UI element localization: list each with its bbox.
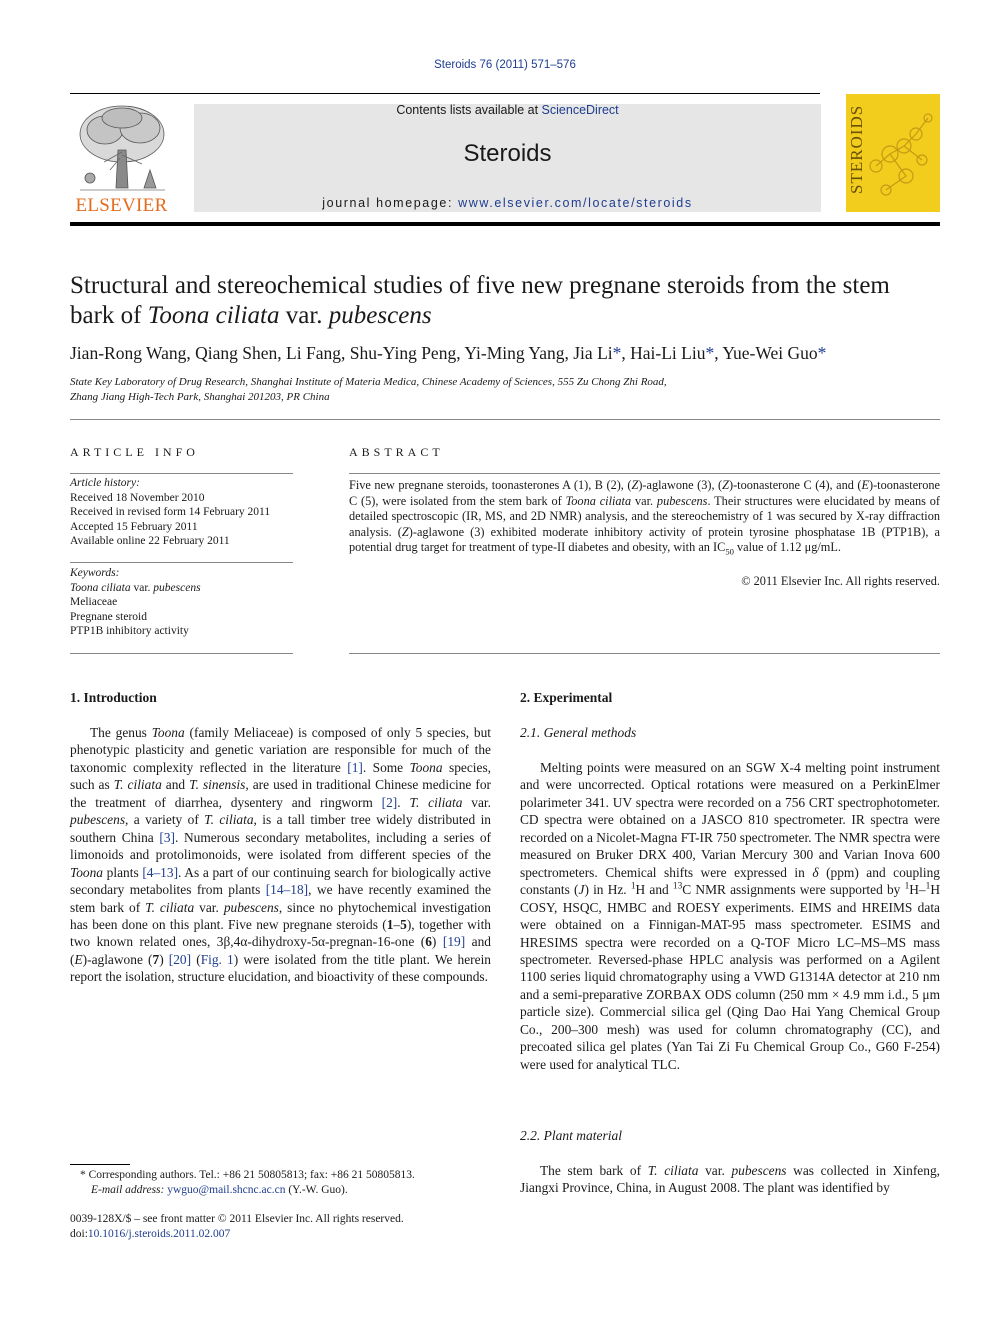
keyword: Pregnane steroid: [70, 610, 147, 623]
corresponding-asterisk[interactable]: *: [817, 343, 827, 363]
header-bottom-rule: [70, 222, 940, 226]
divider: [70, 473, 293, 474]
citation-link[interactable]: [14–18]: [265, 882, 309, 898]
history-item: Received 18 November 2010: [70, 491, 205, 504]
divider: [349, 653, 940, 654]
history-item: Received in revised form 14 February 2011: [70, 506, 271, 518]
keywords: Keywords: Toona ciliata var. pubescens Meliaceae Pregnane steroid PTP1B inhibitory activity: [70, 566, 293, 639]
author[interactable]: Yue-Wei Guo: [722, 343, 818, 363]
divider: [349, 473, 940, 474]
abstract-heading: ABSTRACT: [349, 445, 444, 459]
plant-material-text: The stem bark of T. ciliata var. pubescens was collected in Xinfeng, Jiangxi Province, China, in August 2008. The plant was identified by: [520, 1163, 940, 1196]
introduction-text: The genus Toona (family Meliaceae) is composed of only 5 species, but phenotypic plasticity and genetic variation are responsible for much of the taxonomic complexity reflected in the literature [1]. Some Toona species, such as T. ciliata and T. sinensis, are used in traditional Chinese medicine for the treatment of diarrhea, dysentery and ringworm [2]. T. ciliata var. pubescens, a variety of T. ciliata, is a tall timber tree widely distributed in southern China [3]. Numerous secondary metabolites, including a series of limonoids and protolimonoids, were isolated from different species of the Toona plants [4–13]. As a part of our continuing search for biologically active secondary metabolites from plants [14–18], we have recently examined the stem bark of T. ciliata var. pubescens, since no phytochemical investigation has been done on this plant. Five new pregnane steroids (1–5), together with two known related ones, 3β,4α-dihydroxy-5α-pregnan-16-one (6) [19] and (E)-aglawone (7) [20] (Fig. 1) were isolated from the title plant. We herein report the isolation, structure elucidation, and bioactivity of these compounds.: [70, 725, 492, 985]
author-list: Jian-Rong Wang, Qiang Shen, Li Fang, Shu-Ying Peng, Yi-Ming Yang, Jia Li*, Hai-Li Liu*, Yue-Wei Guo*: [70, 343, 827, 363]
steroid-cover-icon: [846, 94, 940, 212]
citation-link[interactable]: [4–13]: [142, 864, 179, 880]
paper-title: Structural and stereochemical studies of five new pregnane steroids from the stem bark of Toona ciliata var. pubescens: [70, 272, 890, 329]
author[interactable]: Hai-Li Liu: [630, 343, 706, 363]
svg-text:STEROIDS: STEROIDS: [847, 104, 866, 194]
article-info-heading: ARTICLE INFO: [70, 445, 199, 459]
divider: [70, 653, 293, 654]
section-heading-experimental: 2. Experimental: [520, 690, 613, 705]
corresponding-asterisk[interactable]: *: [705, 343, 715, 363]
journal-cover: [846, 94, 940, 212]
section-heading-introduction: 1. Introduction: [70, 690, 157, 705]
elsevier-wordmark: ELSEVIER: [75, 195, 168, 216]
author[interactable]: Yi-Ming Yang: [464, 343, 565, 363]
keyword: Toona ciliata var. pubescens: [70, 581, 201, 594]
history-item: Accepted 15 February 2011: [70, 520, 198, 533]
citation-link[interactable]: [20]: [168, 951, 192, 967]
email-link[interactable]: ywguo@mail.shcnc.ac.cn: [167, 1183, 286, 1196]
footnotes: * Corresponding authors. Tel.: +86 21 50805813; fax: +86 21 50805813. E-mail address: ywguo@mail.shcnc.ac.cn (Y.-W. Guo).: [80, 1169, 415, 1196]
author[interactable]: Shu-Ying Peng: [349, 343, 457, 363]
author[interactable]: Qiang Shen: [195, 343, 278, 363]
keyword: Meliaceae: [70, 596, 118, 608]
footnote-rule: [70, 1164, 130, 1165]
citation-link[interactable]: [19]: [442, 934, 466, 950]
keyword: PTP1B inhibitory activity: [70, 625, 189, 637]
header-top-rule: [70, 93, 820, 94]
history-item: Available online 22 February 2011: [70, 535, 230, 547]
author[interactable]: Jian-Rong Wang: [70, 343, 187, 363]
homepage-link[interactable]: www.elsevier.com/locate/steroids: [458, 196, 693, 210]
article-history: Article history: Received 18 November 2010 Received in revised form 14 February 2011 Accepted 15 February 2011 Available online 22 February 2011: [70, 476, 293, 549]
copyright: © 2011 Elsevier Inc. All rights reserved.: [741, 574, 940, 588]
citation-link[interactable]: [1]: [347, 759, 363, 775]
sciencedirect-link[interactable]: ScienceDirect: [541, 103, 619, 117]
divider: [70, 419, 940, 420]
doi-link[interactable]: 10.1016/j.steroids.2011.02.007: [87, 1227, 231, 1240]
journal-homepage: journal homepage: www.elsevier.com/locate/steroids: [322, 196, 693, 210]
journal-title: Steroids: [463, 140, 552, 167]
divider: [70, 562, 293, 563]
subsection-heading-general-methods: 2.1. General methods: [520, 725, 637, 740]
tree-icon: [70, 100, 173, 195]
journal-reference[interactable]: Steroids 76 (2011) 571–576: [434, 59, 576, 71]
citation-link[interactable]: [2]: [381, 794, 398, 810]
corresponding-asterisk[interactable]: *: [612, 343, 622, 363]
figure-link[interactable]: Fig. 1: [200, 951, 234, 967]
author[interactable]: Li Fang: [286, 343, 341, 363]
author[interactable]: Jia Li: [573, 343, 613, 363]
citation-link[interactable]: [3]: [159, 829, 175, 845]
affiliation: State Key Laboratory of Drug Research, Shanghai Institute of Materia Medica, Chinese Academy of Sciences, 555 Zu Chong Zhi Road, Zhang Jiang High-Tech Park, Shanghai 201203, PR China: [70, 376, 667, 403]
subsection-heading-plant-material: 2.2. Plant material: [520, 1128, 622, 1143]
general-methods-text: Melting points were measured on an SGW X-4 melting point instrument and were uncorrected. Optical rotations were measured on a PerkinElmer polarimeter 341. UV spectra were recorded on a 756 CRT spectrophotometer. CD spectra were obtained on a JASCO 810 spectrometer. IR spectra were recorded on a Nicolet-Magna FT-IR 750 spectrometer. The NMR spectra were measured on Bruker DRX 400, Varian Mercury 300 and Varian Inova 600 spectrometers. Chemical shifts were expressed in δ (ppm) and coupling constants (J) in Hz. $^1$H and $^{13}$C NMR assignments were supported by $^1$H–$^1$H COSY, HSQC, HMBC and ROESY experiments. EIMS and HREIMS data were obtained on a Finnigan-MAT-95 mass spectrometer. ESIMS and HRESIMS spectra were recorded on a Q-TOF Micro LC–MS–MS mass spectrometer. Reversed-phase HPLC analysis was performed on a Agilent 1100 series liquid chromatography using a VWD G1314A detector at 210 nm and a semi-preparative ZORBAX ODS column (250 mm × 4.9 mm i.d., 5 μm particle size). Commercial silica gel (Qing Dao Hai Yang Chemical Group Co., 200–300 mesh) was used for column chromatography (CC), and precoated silica gel plates (Yan Tai Zi Fu Chemical Group Co., G60 F-254) were used for analytical TLC.: [520, 760, 941, 1072]
issn-doi: 0039-128X/$ – see front matter © 2011 Elsevier Inc. All rights reserved. doi:10.1016/j.steroids.2011.02.007: [70, 1213, 404, 1240]
abstract-text: Five new pregnane steroids, toonasterones A (1), B (2), (Z)-aglawone (3), (Z)-toonasterone C (4), and (E)-toonasterone C (5), were isolated from the stem bark of Toona ciliata var. pubescens. Their structures were elucidated by means of detailed spectroscopic (IR, MS, and 2D NMR) analysis, and the stereochemistry of 1 was secured by X-ray diffraction analysis. (Z)-aglawone (3) exhibited moderate inhibitory activity of protein tyrosine phosphatase 1B (PTP1B), a potential drug target for treatment of type-II diabetes and obesity, with an $IC_{50}$ value of 1.12 μg/mL.: [349, 478, 941, 557]
contents-line: Contents lists available at ScienceDirect: [396, 103, 619, 117]
